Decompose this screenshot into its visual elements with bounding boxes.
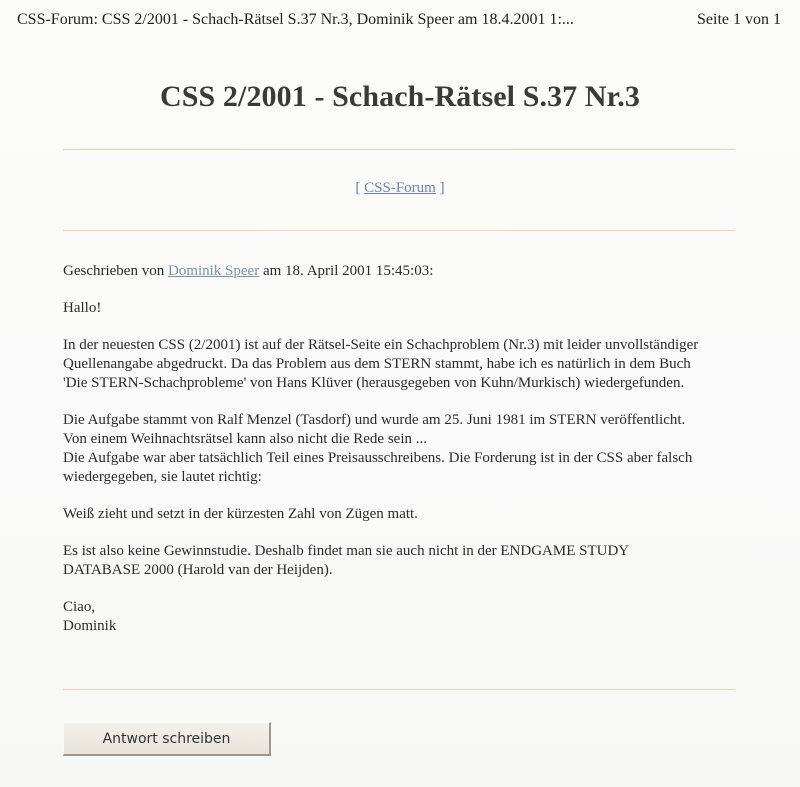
- paragraph-line: Die Aufgabe war aber tatsächlich Teil eines Preisausschreibens. Die Forderung ist in der CSS aber falsch: [63, 450, 693, 466]
- paragraph-line: 'Die STERN-Schachprobleme' von Hans Klüver (herausgegeben von Kuhn/Murkisch) wiedergefunden.: [63, 375, 685, 391]
- paragraph-line: In der neuesten CSS (2/2001) ist auf der Rätsel-Seite ein Schachproblem (Nr.3) mit leider unvollständiger: [63, 337, 699, 353]
- paragraph-1: [63, 336, 738, 393]
- post-date: am 18. April 2001 15:45:03:: [262, 263, 434, 279]
- author-link[interactable]: Dominik Speer: [167, 263, 260, 279]
- page-title: CSS 2/2001 - Schach-Rätsel S.37 Nr.3: [159, 80, 641, 113]
- forum-link-open-bracket: [: [355, 180, 361, 196]
- post-body: [63, 262, 738, 654]
- forum-link-close-bracket: ]: [439, 180, 445, 196]
- paragraph-line: Von einem Weihnachtsrätsel kann also nicht die Rede sein ...: [63, 431, 427, 447]
- divider-bottom: [63, 689, 735, 690]
- reply-button[interactable]: Antwort schreiben: [63, 722, 271, 756]
- forum-link-row: [0, 180, 800, 197]
- divider-top: [63, 149, 735, 150]
- paragraph-line: Die Aufgabe stammt von Ralf Menzel (Tasdorf) und wurde am 25. Juni 1981 im STERN veröffentlicht.: [63, 412, 686, 428]
- greeting: Hallo!: [63, 300, 102, 316]
- divider-middle: [63, 230, 735, 231]
- paragraph-4: [63, 542, 738, 580]
- paragraph-line: DATABASE 2000 (Harold van der Heijden).: [63, 562, 333, 578]
- post-meta: [63, 262, 738, 281]
- print-header: [17, 7, 787, 33]
- signature: Dominik: [63, 618, 117, 634]
- print-header-title: CSS-Forum: CSS 2/2001 - Schach-Rätsel S.37 Nr.3, Dominik Speer am 18.4.2001 1:...: [17, 11, 574, 28]
- print-header-page-number: Seite 1 von 1: [697, 11, 781, 28]
- paragraph-line: Es ist also keine Gewinnstudie. Deshalb findet man sie auch nicht in der ENDGAME STUDY: [63, 543, 630, 559]
- closing: Ciao,: [63, 599, 96, 615]
- written-by-prefix: Geschrieben von: [63, 263, 165, 279]
- paragraph-2: [63, 411, 738, 487]
- sign-off: [63, 598, 738, 636]
- forum-link[interactable]: CSS-Forum: [364, 180, 436, 196]
- paragraph-line: wiedergegeben, sie lautet richtig:: [63, 469, 262, 485]
- paragraph-3: Weiß zieht und setzt in der kürzesten Zahl von Zügen matt.: [63, 506, 418, 522]
- paragraph-line: Quellenangabe abgedruckt. Da das Problem aus dem STERN stammt, habe ich es natürlich in dem Buch: [63, 356, 691, 372]
